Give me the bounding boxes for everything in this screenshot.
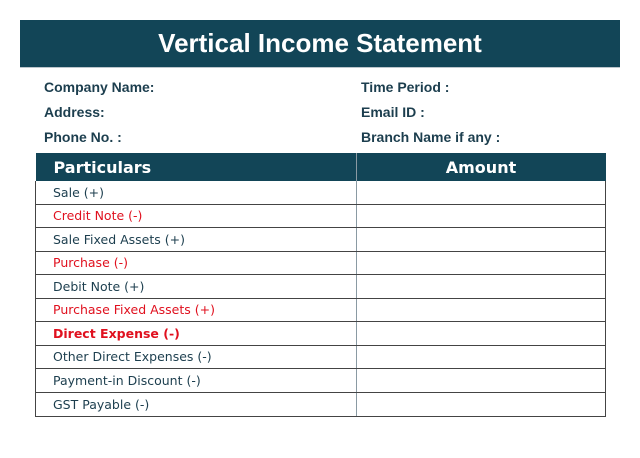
row-label: Sale (+) xyxy=(36,181,357,204)
table-row xyxy=(36,322,606,346)
income-statement-table xyxy=(35,153,606,417)
table-row xyxy=(36,369,606,393)
page-title: Vertical Income Statement xyxy=(20,20,620,68)
amount-cell[interactable] xyxy=(356,298,606,322)
phone-label: Phone No. : xyxy=(44,129,122,145)
row-label: Purchase Fixed Assets (+) xyxy=(36,298,357,322)
table-row xyxy=(36,392,606,416)
time-period-label: Time Period : xyxy=(361,79,450,95)
address-label: Address: xyxy=(44,104,105,120)
row-label: GST Payable (-) xyxy=(36,392,357,416)
table-row xyxy=(36,345,606,369)
amount-cell[interactable] xyxy=(356,275,606,299)
amount-cell[interactable] xyxy=(356,322,606,346)
row-label: Payment-in Discount (-) xyxy=(36,369,357,393)
row-label: Debit Note (+) xyxy=(36,275,357,299)
table-row xyxy=(36,228,606,252)
amount-cell[interactable] xyxy=(356,392,606,416)
row-label: Other Direct Expenses (-) xyxy=(36,345,357,369)
branch-name-label: Branch Name if any : xyxy=(361,129,501,145)
row-label: Direct Expense (-) xyxy=(36,322,357,346)
email-label: Email ID : xyxy=(361,104,425,120)
amount-cell[interactable] xyxy=(356,228,606,252)
amount-cell[interactable] xyxy=(356,369,606,393)
header-amount: Amount xyxy=(356,153,606,181)
amount-cell[interactable] xyxy=(356,181,606,204)
header-particulars: Particulars xyxy=(36,153,357,181)
row-label: Purchase (-) xyxy=(36,251,357,275)
table-row xyxy=(36,275,606,299)
row-label: Sale Fixed Assets (+) xyxy=(36,228,357,252)
amount-cell[interactable] xyxy=(356,251,606,275)
row-label: Credit Note (-) xyxy=(36,204,357,228)
table-header-row xyxy=(36,153,606,181)
table-row xyxy=(36,298,606,322)
table-row xyxy=(36,251,606,275)
amount-cell[interactable] xyxy=(356,204,606,228)
amount-cell[interactable] xyxy=(356,345,606,369)
company-name-label: Company Name: xyxy=(44,79,155,95)
table-row xyxy=(36,181,606,204)
table-row xyxy=(36,204,606,228)
